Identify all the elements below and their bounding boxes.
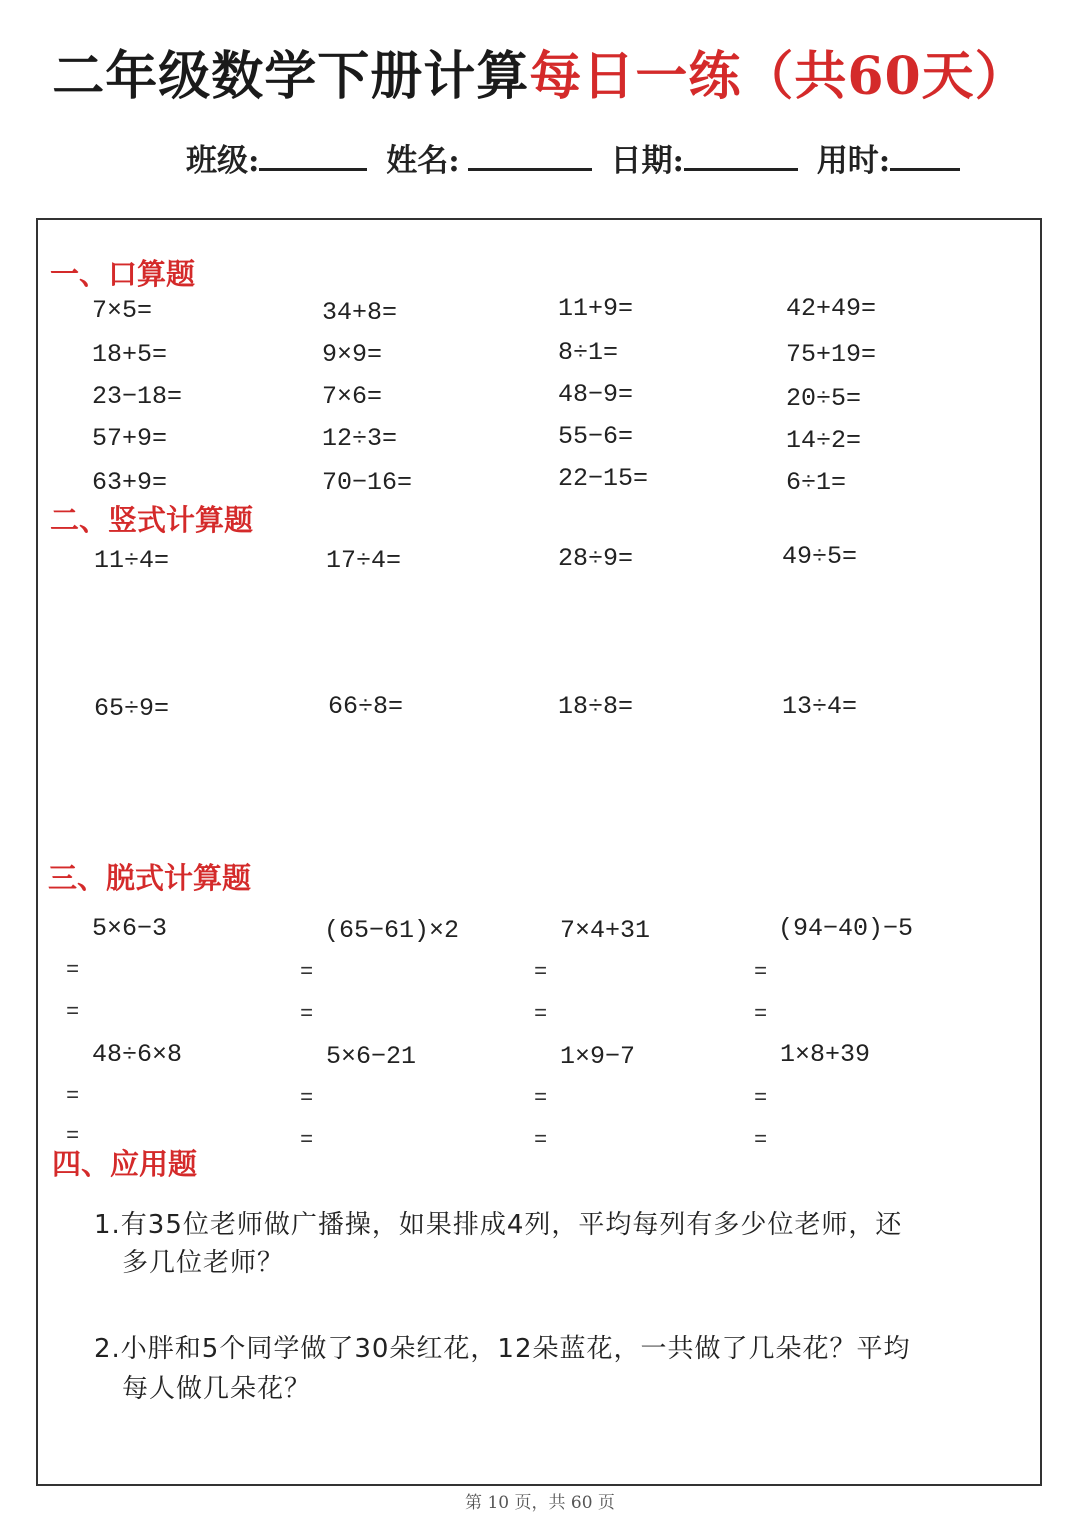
oral-problem: 63+9= [92, 468, 168, 497]
equals-line: = [534, 960, 548, 985]
equals-line: = [534, 1086, 548, 1111]
vertical-problem: 49÷5= [782, 542, 858, 571]
name-blank[interactable] [468, 138, 592, 171]
vertical-problem: 66÷8= [328, 692, 404, 721]
stepwise-problem: 5×6−21 [326, 1042, 417, 1071]
equals-line: = [300, 1128, 314, 1153]
oral-problem: 75+19= [786, 340, 877, 369]
vertical-problem: 28÷9= [558, 544, 634, 573]
oral-problem: 55−6= [558, 422, 634, 451]
equals-line: = [66, 1000, 80, 1025]
equals-line: = [300, 960, 314, 985]
stepwise-problem: (65−61)×2 [324, 916, 460, 945]
page-footer: 第 10 页，共 60 页 [465, 1493, 615, 1513]
stepwise-problem: 5×6−3 [92, 914, 168, 943]
equals-line: = [66, 1084, 80, 1109]
oral-problem: 70−16= [322, 468, 413, 497]
oral-problem: 11+9= [558, 294, 634, 323]
title-black: 二年级数学下册计算 [52, 46, 530, 107]
section-stepwise-heading: 三、脱式计算题 [48, 861, 252, 895]
oral-problem: 20÷5= [786, 384, 862, 413]
word-problem-line: 2.小胖和5个同学做了30朵红花，12朵蓝花，一共做了几朵花？平均 [94, 1334, 911, 1364]
vertical-problem: 65÷9= [94, 694, 170, 723]
equals-line: = [754, 1128, 768, 1153]
equals-line: = [66, 958, 80, 983]
name-label: 姓名: [386, 143, 460, 179]
oral-problem: 14÷2= [786, 426, 862, 455]
equals-line: = [534, 1128, 548, 1153]
student-info-line [186, 138, 968, 183]
equals-line: = [66, 1124, 80, 1149]
oral-problem: 22−15= [558, 464, 649, 493]
stepwise-problem: (94−40)−5 [778, 914, 914, 943]
word-problem-line: 1.有35位老师做广播操，如果排成4列，平均每列有多少位老师，还 [94, 1210, 903, 1240]
equals-line: = [534, 1002, 548, 1027]
oral-problem: 23−18= [92, 382, 183, 411]
class-label: 班级: [186, 143, 260, 179]
section-word-heading: 四、应用题 [52, 1147, 198, 1181]
time-label: 用时: [816, 143, 891, 179]
class-blank[interactable] [259, 138, 367, 171]
equals-line: = [300, 1002, 314, 1027]
oral-problem: 42+49= [786, 294, 877, 323]
equals-line: = [754, 1002, 768, 1027]
oral-problem: 48−9= [558, 380, 634, 409]
vertical-problem: 13÷4= [782, 692, 858, 721]
stepwise-problem: 1×8+39 [780, 1040, 871, 1069]
stepwise-problem: 1×9−7 [560, 1042, 636, 1071]
word-problem-line: 多几位老师？ [122, 1248, 285, 1278]
date-blank[interactable] [684, 138, 798, 171]
equals-line: = [754, 1086, 768, 1111]
date-label: 日期: [610, 143, 684, 179]
worksheet-frame [36, 218, 1042, 1486]
section-oral-heading: 一、口算题 [50, 257, 196, 291]
vertical-problem: 11÷4= [94, 546, 170, 575]
stepwise-problem: 7×4+31 [560, 916, 651, 945]
oral-problem: 7×5= [92, 296, 153, 325]
oral-problem: 57+9= [92, 424, 168, 453]
section-vertical-heading: 二、竖式计算题 [50, 503, 254, 537]
equals-line: = [300, 1086, 314, 1111]
oral-problem: 12÷3= [322, 424, 398, 453]
oral-problem: 9×9= [322, 340, 383, 369]
title-red: 每日一练（共60天） [529, 46, 1028, 107]
vertical-problem: 17÷4= [326, 546, 402, 575]
time-blank[interactable] [890, 138, 960, 171]
oral-problem: 7×6= [322, 382, 383, 411]
oral-problem: 18+5= [92, 340, 168, 369]
stepwise-problem: 48÷6×8 [92, 1040, 183, 1069]
equals-line: = [754, 960, 768, 985]
page-title [0, 42, 1080, 112]
oral-problem: 6÷1= [786, 468, 847, 497]
oral-problem: 34+8= [322, 298, 398, 327]
oral-problem: 8÷1= [558, 338, 619, 367]
word-problem-line: 每人做几朵花？ [122, 1374, 312, 1404]
vertical-problem: 18÷8= [558, 692, 634, 721]
